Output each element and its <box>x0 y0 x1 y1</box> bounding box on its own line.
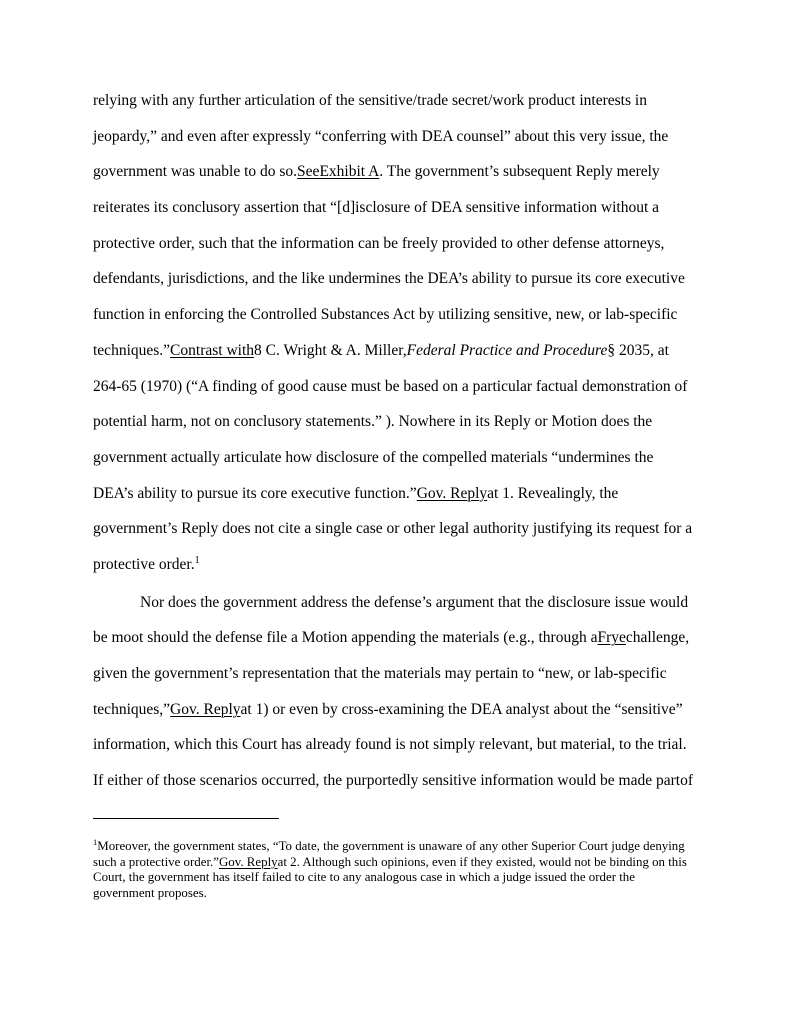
text-line: function in enforcing the Controlled Substances Act by utilizing sensitive, new, or lab-specific <box>93 306 678 324</box>
footnote-reference: 1 <box>194 554 200 566</box>
line-text: at 1) or even by cross-examining the DEA analyst about the “sensitive” <box>240 700 683 718</box>
footnote-separator <box>93 818 279 819</box>
footnote-text: such a protective order.” <box>93 854 219 869</box>
line-text: protective order. <box>93 555 195 573</box>
frye-case-name: Frye <box>597 629 626 647</box>
exhibit-a-citation: Exhibit A <box>319 163 380 181</box>
footnote-line: government proposes. <box>93 885 207 900</box>
text-line: protective order, such that the information can be freely provided to other defense attorneys, <box>93 234 665 252</box>
text-line: If either of those scenarios occurred, the purportedly sensitive information would be made partof <box>93 772 693 790</box>
footnote-line <box>93 839 687 855</box>
body-text <box>93 83 693 799</box>
paragraph-2 <box>93 585 693 799</box>
text-line: potential harm, not on conclusory statements.” ). Nowhere in its Reply or Motion does the <box>93 413 653 431</box>
treatise-authors: 8 C. Wright & A. Miller, <box>254 341 407 359</box>
text-line <box>93 333 693 369</box>
see-signal: See <box>297 163 320 181</box>
text-line: government actually articulate how disclosure of the compelled materials “undermines the <box>93 448 654 466</box>
text-line: defendants, jurisdictions, and the like undermines the DEA’s ability to pursue its core executive <box>93 270 685 288</box>
text-line: information, which this Court has already found is not simply relevant, but material, to the trial. <box>93 736 687 754</box>
text-line <box>93 547 693 583</box>
line-text: techniques.” <box>93 341 171 359</box>
line-text: challenge, <box>625 629 690 647</box>
gov-reply-citation: Gov. Reply <box>416 484 488 502</box>
text-line: Nor does the government address the defense’s argument that the disclosure issue would <box>140 593 689 611</box>
text-line: jeopardy,” and even after expressly “conferring with DEA counsel” about this very issue, the <box>93 127 669 145</box>
text-line <box>93 154 693 190</box>
line-text: at 1. Revealingly, the <box>487 484 619 502</box>
line-text: government was unable to do so. <box>93 163 298 181</box>
footnote-line <box>93 855 687 871</box>
text-line: relying with any further articulation of the sensitive/trade secret/work product interests in <box>93 92 647 109</box>
line-text: . The government’s subsequent Reply merely <box>379 163 660 181</box>
footnote-text: at 2. Although such opinions, even if they existed, would not be binding on this <box>277 854 687 869</box>
text-line <box>93 620 693 656</box>
line-text: DEA’s ability to pursue its core executive function.” <box>93 484 417 502</box>
text-line: reiterates its conclusory assertion that “[d]isclosure of DEA sensitive information without a <box>93 199 660 217</box>
footnote-text: Moreover, the government states, “To date, the government is unaware of any other Superior Court judge denying <box>97 839 685 853</box>
line-text: § 2035, at <box>607 341 669 359</box>
footnote-line: Court, the government has itself failed to cite to any analogous case in which a judge issued the order the <box>93 870 635 885</box>
treatise-title: Federal Practice and Procedure <box>406 341 608 359</box>
text-line: given the government’s representation that the materials may pertain to “new, or lab-specific <box>93 665 667 682</box>
text-line <box>93 476 693 512</box>
text-line <box>93 692 693 728</box>
contrast-with-signal: Contrast with <box>170 341 255 359</box>
gov-reply-citation: Gov. Reply <box>170 700 241 718</box>
paragraph-1 <box>93 83 693 583</box>
text-line: government’s Reply does not cite a single case or other legal authority justifying its request for a <box>93 520 693 538</box>
footnote <box>93 839 687 901</box>
gov-reply-citation: Gov. Reply <box>219 854 278 869</box>
line-text: be moot should the defense file a Motion appending the materials (e.g., through a <box>93 629 598 647</box>
text-line: 264-65 (1970) (“A finding of good cause must be based on a particular factual demonstration of <box>93 377 688 395</box>
line-text: techniques,” <box>93 700 171 718</box>
footnote-marker: 1 <box>93 837 98 847</box>
